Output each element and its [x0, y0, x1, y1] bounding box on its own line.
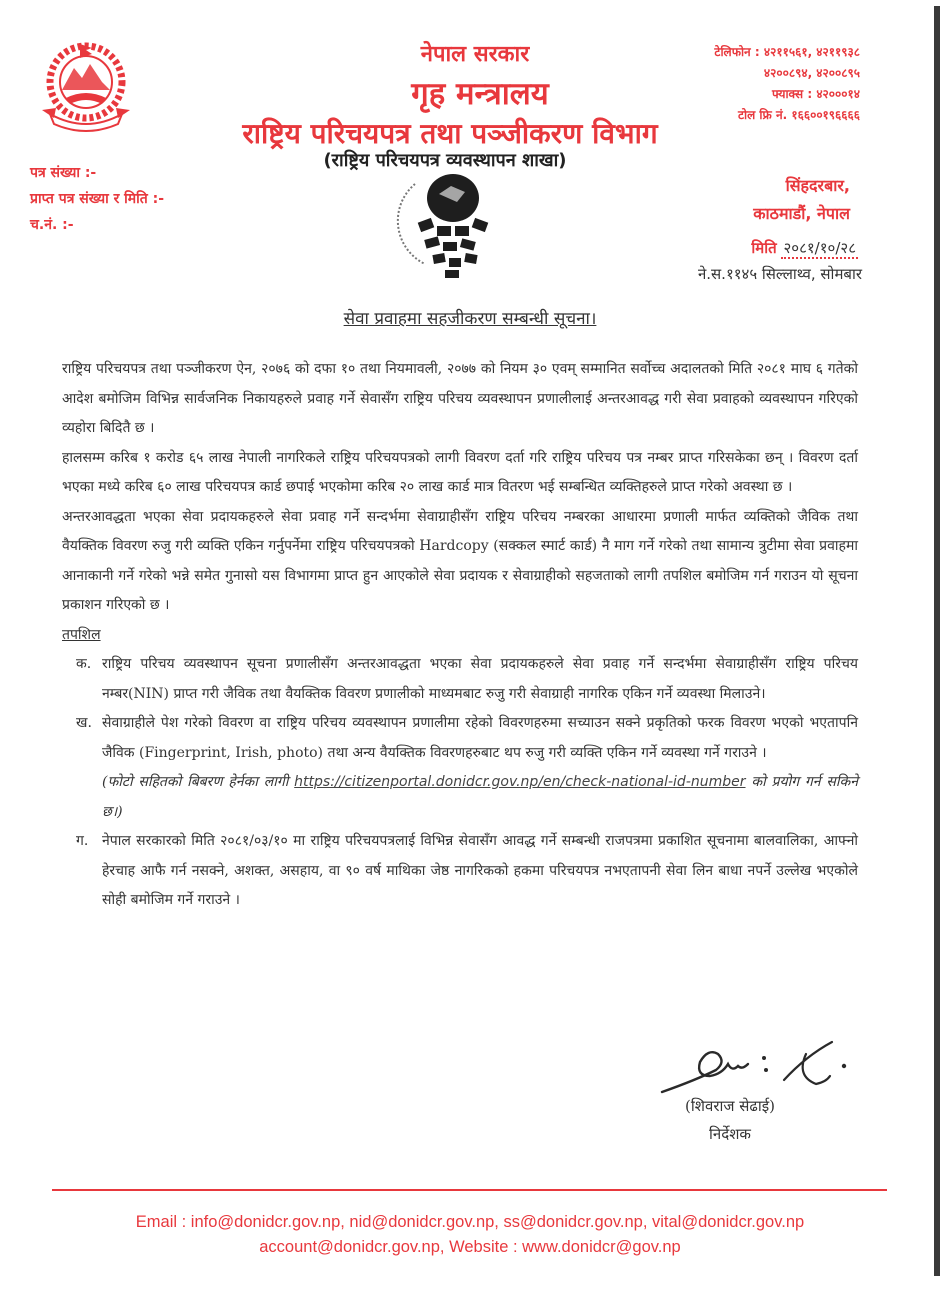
- fax-line: [714, 84, 860, 105]
- note-suffix: को प्रयोग गर्न सकिने छ।): [102, 774, 858, 820]
- paragraph-2: हालसम्म करिब १ करोड ६५ लाख नेपाली नागरिकले राष्ट्रिय परिचयपत्रको लागी विवरण दर्ता गरि राष्ट्रिय परिचय पत्र नम्बर प्राप्त गरिसकेका छन् । विवरण दर्ता भएका मध्ये करिब ६० लाख परिचयपत्र कार्ड छपाई भएकोमा करिब २० लाख कार्ड मात्र वितरण भई सम्बन्धित व्यक्तिहरुले प्राप्त गरेको अवस्था छ ।: [62, 449, 858, 495]
- footer-contact: [0, 1210, 940, 1260]
- list-item: [76, 827, 858, 916]
- list-item: [76, 650, 858, 709]
- notice-title-text: सेवा प्रवाहमा सहजीकरण सम्बन्धी सूचना।: [343, 309, 597, 329]
- footer-divider: [52, 1189, 887, 1191]
- tollfree-label: टोल फ्रि नं.: [737, 108, 788, 122]
- ministry-name: गृह मन्त्रालय: [411, 76, 549, 112]
- nepal-sambat-date: ने.स.११४५ सिल्लाथ्व, सोमबार: [697, 265, 862, 283]
- schedule-heading: तपशिल: [62, 626, 101, 643]
- telephone-line-1: [714, 42, 860, 63]
- date-line: [751, 238, 858, 258]
- fax-number: ४२०००१४: [816, 87, 860, 101]
- paragraph-1: राष्ट्रिय परिचयपत्र तथा पञ्जीकरण ऐन, २०७६ को दफा १० तथा नियमावली, २०७७ को नियम ३० एवम् सम्मानित सर्वोच्च अदालतको मिति २०८१ माघ ६ गतेको आदेश बमोजिम विभिन्न सार्वजनिक निकायहरुले प्रवाह गर्ने सेवासँग राष्ट्रिय परिचय व्यवस्थापन प्रणालीलाई अन्तरआवद्ध गरी सेवा प्रवाहको व्यवस्थापन गरिएको व्यहोरा बिदितै छ ।: [62, 361, 858, 436]
- telephone-numbers-1: ४२११५६१, ४२११९३८: [763, 45, 860, 59]
- letter-number-label: पत्र संख्या :-: [30, 165, 97, 181]
- list-item-text: सेवाग्राहीले पेश गरेको विवरण वा राष्ट्रिय परिचय व्यवस्थापन प्रणालीमा रहेको विवरणहरुमा सच्याउन सक्ने प्रकृतिको फरक विवरण भएको भएतापनि जैविक (Fingerprint, Irish, photo) तथा अन्य वैयक्तिक विवरणहरुबाट थप रुजु गरी व्यक्ति एकिन गर्ने व्यवस्था गर्ने गराउने ।: [102, 715, 858, 761]
- office-stamp-icon: [395, 164, 505, 284]
- address-line-1: सिंहदरबार,: [785, 176, 850, 195]
- tollfree-line: [714, 105, 860, 126]
- signer-title: निर्देशक: [709, 1125, 751, 1143]
- list-item-text: राष्ट्रिय परिचय व्यवस्थापन सूचना प्रणालीसँग अन्तरआवद्धता भएका सेवा प्रदायकहरुले सेवा प्रवाह गर्ने सन्दर्भमा सेवाग्राहीसँग राष्ट्रिय परिचय नम्बर(NIN) प्राप्त गरी जैविक तथा वैयक्तिक विवरण प्रणालीको माध्यमबाट रुजु गरी सेवाग्राही नागरिक एकिन गर्ने व्यवस्था मिलाउने।: [102, 656, 858, 702]
- telephone-label: टेलिफोन :: [714, 45, 760, 59]
- list-item: [76, 709, 858, 827]
- list-marker: क.: [76, 656, 92, 672]
- paragraph-3: अन्तरआवद्धता भएका सेवा प्रदायकहरुले सेवा प्रवाह गर्ने सन्दर्भमा सेवाग्राहीसँग राष्ट्रिय परिचय नम्बरका आधारमा प्रणाली मार्फत व्यक्तिको जैविक तथा वैयक्तिक विवरण रुजु गरी व्यक्ति एकिन गर्नुपर्नेमा राष्ट्रिय परिचयपत्रको Hardcopy (सक्कल स्मार्ट कार्ड) नै माग गर्ने गरेको तथा सामान्य त्रुटीमा सेवा प्रवाहमा आनाकानी गर्ने गरेको भन्ने समेत गुनासो यस विभागमा प्राप्त हुन आएकोले सेवा प्रदायक र सेवाग्राहीको सहजताको लागी तपशिल बमोजिम गर्न गराउन यो सूचना प्रकाशन गरिएको छ ।: [62, 508, 858, 613]
- office-address: [753, 172, 850, 228]
- note-prefix: (फोटो सहितको बिबरण हेर्नका लागी: [102, 774, 289, 790]
- footer-emails: Email : info@donidcr.gov.np, nid@donidcr.gov.np, ss@donidcr.gov.np, vital@donidcr.gov.np: [135, 1213, 805, 1231]
- signer-name: (शिवराज सेढाई): [685, 1097, 775, 1115]
- fax-label: फ्याक्स :: [772, 87, 813, 101]
- section-name: (राष्ट्रिय परिचयपत्र व्यवस्थापन शाखा): [323, 150, 567, 171]
- citizen-portal-link[interactable]: https://citizenportal.donidcr.gov.np/en/check-national-id-number: [294, 774, 746, 790]
- received-letter-label: प्राप्त पत्र संख्या र मिति :-: [30, 191, 165, 207]
- list-marker: ख.: [76, 715, 92, 731]
- reference-fields: [30, 160, 164, 238]
- photo-lookup-note: [102, 768, 858, 827]
- telephone-line-2: ४२००८९४, ४२००८९५: [763, 66, 860, 80]
- contact-block: [714, 42, 860, 126]
- footer-website: account@donidcr.gov.np, Website : www.donidcr@gov.np: [259, 1238, 681, 1256]
- scan-edge: [934, 6, 940, 1276]
- list-item-text: नेपाल सरकारको मिति २०८१/०३/१० मा राष्ट्रिय परिचयपत्रलाई विभिन्न सेवासँग आवद्ध गर्ने सम्बन्धी राजपत्रमा प्रकाशित सूचनामा बालवालिका, आफ्नो हेरचाह आफै गर्न नसक्ने, अशक्त, असहाय, वा ९० वर्ष माथिका जेष्ठ नागरिकको हकमा परिचयपत्र नभएतापनी सेवा लिन बाधा नपर्ने उल्लेख भएकोले सोही बमोजिम गर्ने गराउने ।: [102, 833, 858, 908]
- dispatch-number-label: च.नं. :-: [30, 217, 74, 233]
- schedule-list: [62, 650, 858, 916]
- list-item-content: [102, 709, 858, 827]
- department-name: राष्ट्रिय परिचयपत्र तथा पञ्जीकरण विभाग: [242, 117, 658, 150]
- date-value: २०८१/१०/२८: [783, 239, 856, 257]
- tollfree-number: १६६००१९६६६६: [791, 108, 860, 122]
- list-marker: ग.: [76, 833, 89, 849]
- notice-title: [0, 306, 940, 329]
- address-line-2: काठमाडौं, नेपाल: [753, 204, 850, 223]
- signature-icon: [656, 1036, 856, 1098]
- date-label: मिति: [751, 239, 777, 257]
- government-name: नेपाल सरकार: [420, 42, 530, 67]
- notice-body: [62, 355, 858, 916]
